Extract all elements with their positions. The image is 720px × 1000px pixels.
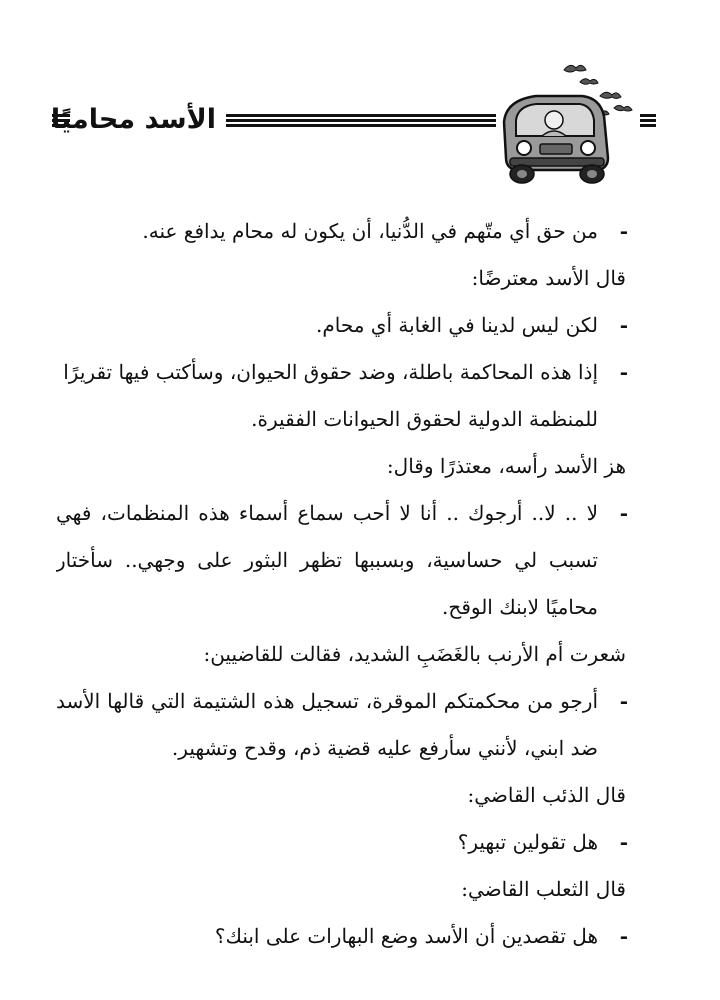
dialogue-dash-icon: - — [619, 830, 628, 854]
narration-line — [56, 772, 628, 819]
line-text: هز الأسد رأسه، معتذرًا وقال: — [386, 454, 626, 478]
page-title: الأسد محاميًا — [50, 104, 216, 135]
line-text: لكن ليس لدينا في الغابة أي محام. — [315, 313, 598, 337]
line-text: للمنظمة الدولية لحقوق الحيوانات الفقيرة. — [251, 407, 598, 431]
dialogue-line — [56, 678, 628, 725]
dialogue-dash-icon: - — [619, 501, 628, 525]
car-with-birds-icon — [496, 60, 646, 190]
dialogue-continuation — [56, 725, 628, 772]
line-text: محاميًا لابنك الوقح. — [442, 595, 598, 619]
dialogue-continuation — [56, 584, 628, 631]
dialogue-line — [56, 208, 628, 255]
dialogue-line — [56, 490, 628, 537]
dialogue-line — [56, 349, 628, 396]
line-text: تسبب لي حساسية، وبسببها تظهر البثور على وجهي.. سأختار — [56, 548, 598, 572]
narration-line — [56, 866, 628, 913]
line-text: هل تقصدين أن الأسد وضع البهارات على ابنك؟ — [214, 924, 598, 948]
narration-line — [56, 631, 628, 678]
line-text: ضد ابني، لأنني سأرفع عليه قضية ذم، وقدح وتشهير. — [171, 736, 598, 760]
line-text: شعرت أم الأرنب بالغَضَبِ الشديد، فقالت للقاضيين: — [203, 642, 626, 666]
line-text: قال الذئب القاضي: — [467, 783, 626, 807]
line-text: هل تقولين تبهير؟ — [457, 830, 598, 854]
dialogue-dash-icon: - — [619, 924, 628, 948]
line-text: لا .. لا.. أرجوك .. أنا لا أحب سماع أسماء هذه المنظمات، فهي — [56, 501, 598, 525]
dialogue-continuation — [56, 396, 628, 443]
line-text: قال الأسد معترضًا: — [471, 266, 626, 290]
dialogue-dash-icon: - — [619, 360, 628, 384]
dialogue-line — [56, 913, 628, 960]
line-text: أرجو من محكمتكم الموقرة، تسجيل هذه الشتيمة التي قالها الأسد — [56, 689, 598, 713]
line-text: قال الثعلب القاضي: — [461, 877, 626, 901]
page-body — [56, 208, 628, 960]
page-header — [0, 60, 720, 190]
dialogue-dash-icon: - — [619, 219, 628, 243]
header-rule-middle — [226, 114, 496, 128]
dialogue-dash-icon: - — [619, 689, 628, 713]
line-text: من حق أي متّهم في الدُّنيا، أن يكون له محام يدافع عنه. — [142, 219, 598, 243]
dialogue-continuation — [56, 537, 628, 584]
dialogue-dash-icon: - — [619, 313, 628, 337]
dialogue-line — [56, 302, 628, 349]
dialogue-line — [56, 819, 628, 866]
line-text: إذا هذه المحاكمة باطلة، وضد حقوق الحيوان، وسأكتب فيها تقريرًا — [63, 360, 598, 384]
narration-line — [56, 443, 628, 490]
narration-line — [56, 255, 628, 302]
